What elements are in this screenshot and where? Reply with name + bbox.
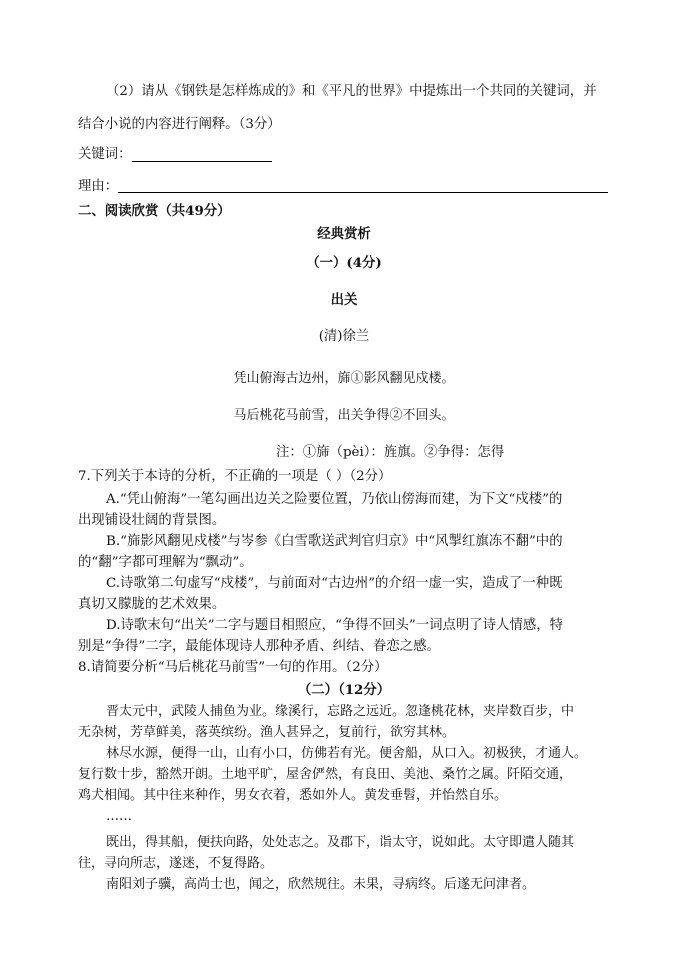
passage-p1-line-2: 无杂树，芳草鲜美，落英缤纷。渔人甚异之，复前行，欲穷其林。 [78,725,456,740]
keyword-answer-line[interactable] [132,161,272,162]
q7-option-c-2: 真切又朦胧的艺术效果。 [78,597,226,612]
passage-p4-line-1: 南阳刘子骥，高尚士也，闻之，欣然规往。未果，寻病终。后遂无问津者。 [106,877,536,892]
q7-option-a-2: 出现铺设壮阔的背景图。 [78,513,226,528]
passage-p3-line-1: 既出，得其船，便扶向路，处处志之。及郡下，诣太守，说如此。太守即遣人随其 [106,835,575,850]
part-two-heading: （二）（12分） [297,682,391,698]
poem-title: 出关 [330,292,358,308]
passage-p3-line-2: 往，寻向所志，遂迷，不复得路。 [78,856,274,871]
q2-line-1: （2）请从《钢铁是怎样炼成的》和《平凡的世界》中提炼出一个共同的关键词，并 [106,84,597,99]
q7-stem: 7.下列关于本诗的分析，不正确的一项是（ ）（2分） [78,469,392,484]
passage-p2-line-1: 林尽水源，便得一山，山有小口，仿佛若有光。便舍船，从口入。初极狭，才通人。 [106,746,588,761]
q7-option-b-2: 的“翻”字都可理解为“飘动”。 [78,555,253,570]
passage-p1-line-1: 晋太元中，武陵人捕鱼为业。缘溪行，忘路之远近。忽逢桃花林，夹岸数百步，中 [106,704,575,719]
poem-author: (清)徐兰 [318,329,370,344]
passage-ellipsis: …… [106,809,132,824]
passage-p2-line-2: 复行数十步，豁然开朗。土地平旷，屋舍俨然，有良田、美池、桑竹之属。阡陌交通， [78,767,573,782]
q2-line-2: 结合小说的内容进行阐释。（3分） [78,117,281,132]
poem-line-1: 凭山俯海古边州，旆①影风翻见戍楼。 [233,371,455,386]
section-heading: 二、阅读欣赏（共49分） [78,203,231,219]
reason-answer-line[interactable] [118,192,608,193]
reason-label: 理由： [78,179,119,194]
poem-note: 注：①旆（pèi）：旌旗。②争得：怎得 [276,445,505,460]
q8-stem: 8.请简要分析“马后桃花马前雪”一句的作用。（2分） [78,660,388,675]
keyword-label: 关键词： [78,147,132,162]
q7-option-d-2: 别是“争得”二字，最能体现诗人那种矛盾、纠结、眷恋之感。 [78,639,440,654]
poem-line-2: 马后桃花马前雪，出关争得②不回头。 [233,408,455,423]
q7-option-c-1: C.诗歌第二句虚写“戍楼”，与前面对“古边州”的介绍一虚一实，造成了一种既 [106,576,563,591]
passage-p2-line-3: 鸡犬相闻。其中往来种作，男女衣着，悉如外人。黄发垂髫，并怡然自乐。 [78,788,508,803]
q7-option-d-1: D.诗歌末句“出关”二字与题目相照应，“争得不回头”一词点明了诗人情感，特 [106,618,564,633]
q7-option-b-1: B.“旆影风翻见戍楼”与岑参《白雪歌送武判官归京》中“风掣红旗冻不翻”中的 [106,534,563,549]
sub-heading: 经典赏析 [317,226,371,242]
part-one-heading: （一）(4分) [306,255,382,271]
q7-option-a-1: A.“凭山俯海”一笔勾画出边关之险要位置，乃依山傍海而建，为下文“戍楼”的 [106,492,563,507]
